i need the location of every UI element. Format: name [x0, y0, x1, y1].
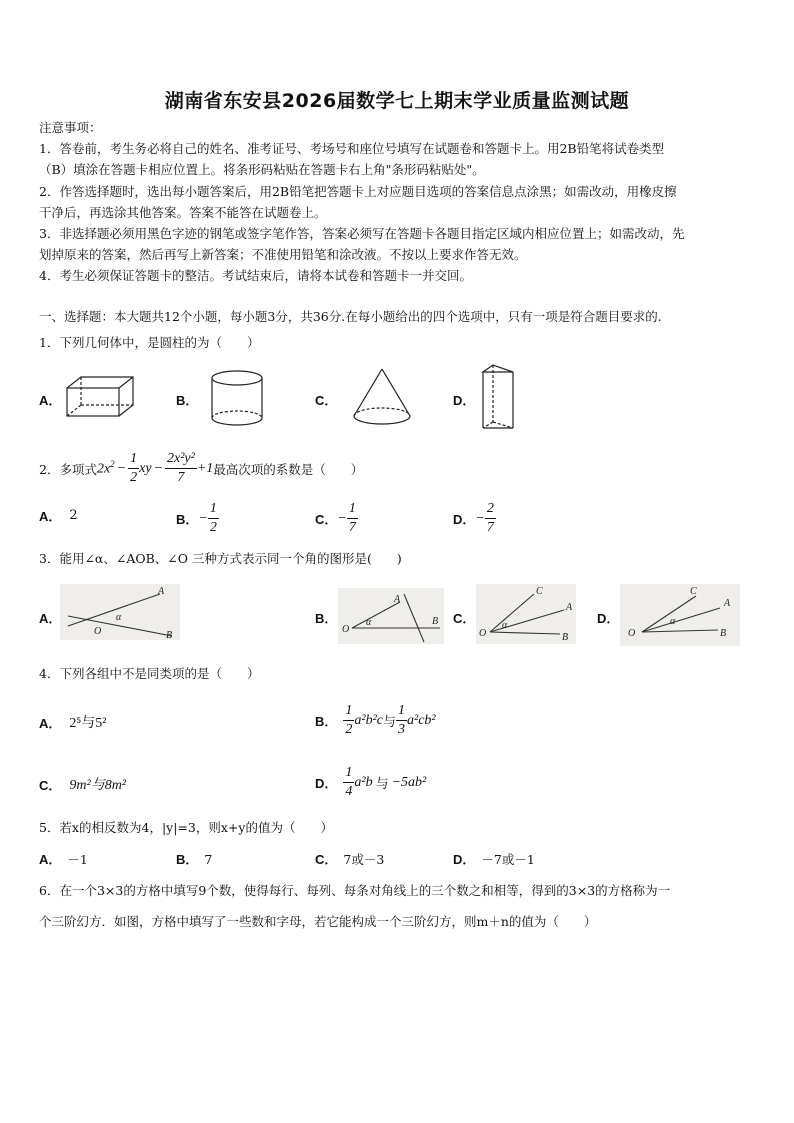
- q4-option-c: C． 9m²与8m²: [39, 777, 127, 793]
- q3-option-c-label: C．: [453, 611, 476, 626]
- svg-text:A: A: [566, 602, 573, 613]
- svg-text:B: B: [562, 632, 569, 643]
- q3-option-d-label: D．: [597, 611, 620, 626]
- question-1-stem: 1．下列几何体中，是圆柱的为（ ）: [39, 335, 260, 350]
- q1-option-a-label: A．: [39, 393, 62, 408]
- q1-option-b-label: B．: [176, 393, 199, 408]
- q5-option-d: D． －7或－1: [453, 852, 535, 867]
- notice-line: 划掉原来的答案，然后再写上新答案；不准使用铅笔和涂改液。不按以上要求作答无效。: [39, 247, 527, 262]
- cylinder-figure: [208, 368, 266, 430]
- svg-text:α: α: [670, 616, 676, 627]
- q2-fraction-1: $\frac{1}{2}$: [130, 451, 138, 485]
- q3-figure-a: [60, 584, 180, 640]
- notice-line: （B）填涂在答题卡相应位置上。将条形码粘贴在答题卡右上角"条形码粘贴处"。: [39, 162, 485, 177]
- rectangular-prism-figure: [64, 374, 136, 422]
- q4-option-b: B． $\frac{1}{2}$ a²b²c 与 $\frac{1}{3}$ a²cb²: [315, 703, 436, 737]
- q4-option-b-fraction-1: $\frac{1}{2}$: [345, 703, 353, 737]
- q2-option-c-fraction: $\frac{1}{7}$: [348, 501, 356, 535]
- question-5-stem: 5．若x的相反数为4，|y|=3，则x+y的值为（ ）: [39, 820, 333, 835]
- q5-option-a: A． －1: [39, 852, 88, 867]
- q3-option-a-label: A．: [39, 611, 62, 626]
- svg-text:C: C: [690, 586, 697, 597]
- section-heading: 一、选择题：本大题共12个小题，每小题3分，共36分.在每小题给出的四个选项中，只有一项是符合题目要求的.: [39, 309, 662, 324]
- notice-heading: 注意事项：: [39, 120, 102, 135]
- svg-text:α: α: [116, 612, 122, 623]
- notice-line: 3．非选择题必须用黑色字迹的钢笔或签字笔作答，答案必须写在答题卡各题目指定区域内相应位置上；如需改动，先: [39, 226, 685, 241]
- svg-text:α: α: [366, 617, 372, 628]
- notice-line: 干净后，再选涂其他答案。答案不能答在试题卷上。: [39, 205, 327, 220]
- notice-line: 4．考生必须保证答题卡的整洁。考试结束后，请将本试卷和答题卡一并交回。: [39, 268, 472, 283]
- q4-option-b-fraction-2: $\frac{1}{3}$: [398, 703, 406, 737]
- cone-figure: [349, 366, 415, 428]
- svg-text:C: C: [536, 586, 543, 597]
- q2-minus: −: [116, 460, 127, 476]
- svg-text:α: α: [502, 620, 508, 631]
- q2-minus: −: [153, 460, 164, 476]
- svg-text:B: B: [166, 630, 173, 640]
- q4-option-d-fraction: $\frac{1}{4}$: [345, 765, 353, 799]
- q2-suffix: 最高次项的系数是（ ）: [213, 461, 364, 477]
- svg-text:A: A: [394, 594, 401, 605]
- q4-option-d: D． $\frac{1}{4}$ a²b 与 −5ab²: [315, 765, 427, 799]
- q2-option-c: C． − $\frac{1}{7}$: [315, 501, 356, 535]
- q2-fraction-2: $\frac{\text{2x²y²}}{7}$: [167, 451, 195, 485]
- q2-xy: xy: [139, 460, 152, 476]
- question-4-stem: 4．下列各组中不是同类项的是（ ）: [39, 666, 260, 681]
- q2-plus-one: +1: [196, 460, 214, 476]
- notice-line: 1．答卷前，考生务必将自己的姓名、准考证号、考场号和座位号填写在试题卷和答题卡上。用2B铅笔将试卷类型: [39, 141, 665, 156]
- q3-figure-d: [620, 584, 740, 646]
- q1-option-c-label: C．: [315, 393, 338, 408]
- q2-term-1: $2x^2$: [96, 459, 115, 477]
- q2-option-b-fraction: $\frac{1}{2}$: [209, 501, 217, 535]
- svg-text:O: O: [342, 624, 350, 635]
- svg-text:O: O: [479, 628, 487, 639]
- svg-text:O: O: [628, 628, 636, 639]
- q3-option-b-label: B．: [315, 611, 338, 626]
- q2-option-d-fraction: $\frac{2}{7}$: [486, 501, 494, 535]
- q2-prefix: 2．多项式: [39, 461, 97, 477]
- q2-option-a: A． 2: [39, 508, 78, 524]
- q5-option-c: C． 7或－3: [315, 852, 385, 867]
- q1-option-d-label: D．: [453, 393, 476, 408]
- svg-text:O: O: [94, 626, 102, 637]
- q3-figure-b: [338, 588, 444, 644]
- svg-text:A: A: [158, 586, 165, 597]
- notice-line: 2．作答选择题时，选出每小题答案后，用2B铅笔把答题卡上对应题目选项的答案信息点涂黑；如需改动，用橡皮擦: [39, 184, 677, 199]
- question-6-line-2: 个三阶幻方．如图，方格中填写了一些数和字母，若它能构成一个三阶幻方，则m＋n的值为（ ）: [39, 914, 597, 929]
- q2-option-d: D． − $\frac{2}{7}$: [453, 501, 494, 535]
- question-3-stem: 3．能用∠α、∠AOB、∠O 三种方式表示同一个角的图形是( ): [39, 551, 402, 566]
- q4-option-a: A． 2⁵与5²: [39, 715, 107, 731]
- triangular-prism-figure: [478, 362, 518, 434]
- q3-figure-c: [476, 584, 576, 644]
- svg-text:B: B: [432, 616, 439, 627]
- question-6-line-1: 6．在一个3×3的方格中填写9个数，使得每行、每列、每条对角线上的三个数之和相等，得到的3×3的方格称为一: [39, 883, 671, 898]
- page-title: 湖南省东安县2026届数学七上期末学业质量监测试题: [164, 90, 630, 112]
- q5-option-b: B． 7: [176, 852, 213, 867]
- q2-option-b: B． − $\frac{1}{2}$: [176, 501, 217, 535]
- question-2-stem: [39, 450, 363, 487]
- svg-text:A: A: [724, 598, 731, 609]
- svg-text:B: B: [720, 628, 727, 639]
